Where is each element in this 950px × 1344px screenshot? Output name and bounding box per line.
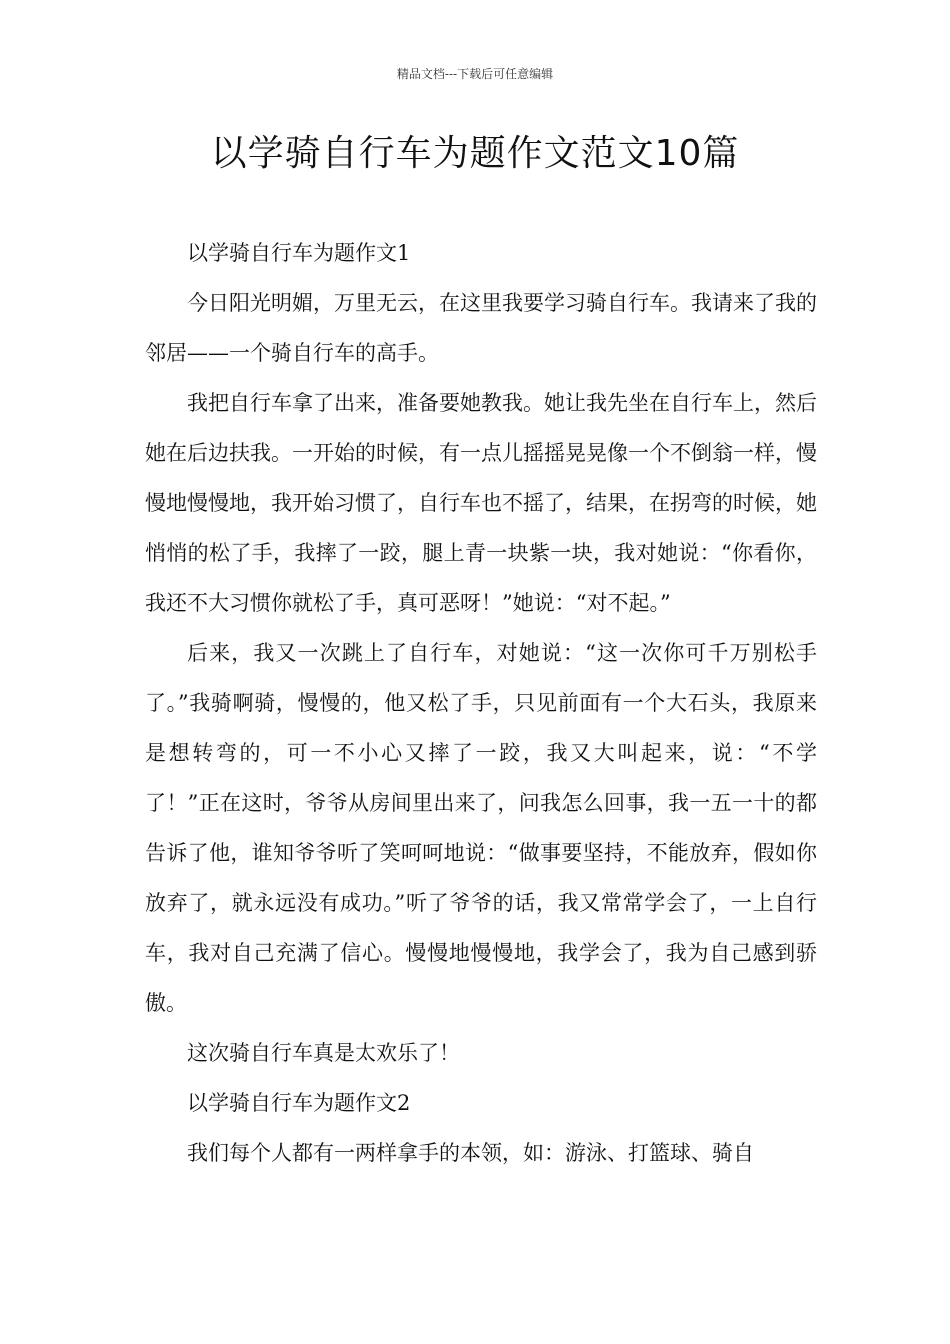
document-title: 以学骑自行车为题作文范文10篇 — [210, 133, 740, 174]
body-paragraph: 我们每个人都有一两样拿手的本领，如：游泳、打篮球、骑自 — [187, 1141, 754, 1165]
document-body — [145, 228, 817, 1178]
page-header-note: 精品文档---下载后可任意编辑 — [396, 67, 554, 81]
body-paragraph: 这次骑自行车真是太欢乐了！ — [187, 1041, 460, 1065]
body-paragraph: 今日阳光明媚，万里无云，在这里我要学习骑自行车。我请来了我的邻居——一个骑自行车的高手。 — [145, 291, 817, 365]
section-heading-1: 以学骑自行车为题作文1 — [187, 241, 411, 265]
section-heading-2: 以学骑自行车为题作文2 — [187, 1091, 411, 1115]
body-paragraph: 我把自行车拿了出来，准备要她教我。她让我先坐在自行车上，然后她在后边扶我。一开始的时候，有一点儿摇摇晃晃像一个不倒翁一样，慢慢地慢慢地，我开始习惯了，自行车也不摇了，结果，在拐弯的时候，她悄悄的松了手，我摔了一跤，腿上青一块紫一块，我对她说：“你看你，我还不大习惯你就松了手，真可恶呀！”她说：“对不起。” — [145, 391, 817, 615]
body-paragraph: 后来，我又一次跳上了自行车，对她说：“这一次你可千万别松手了。”我骑啊骑，慢慢的，他又松了手，只见前面有一个大石头，我原来是想转弯的，可一不小心又摔了一跤，我又大叫起来，说：“不学了！”正在这时，爷爷从房间里出来了，问我怎么回事，我一五一十的都告诉了他，谁知爷爷听了笑呵呵地说：“做事要坚持，不能放弃，假如你放弃了，就永远没有成功。”听了爷爷的话，我又常常学会了，一上自行车，我对自己充满了信心。慢慢地慢慢地，我学会了，我为自己感到骄傲。 — [145, 641, 817, 1015]
